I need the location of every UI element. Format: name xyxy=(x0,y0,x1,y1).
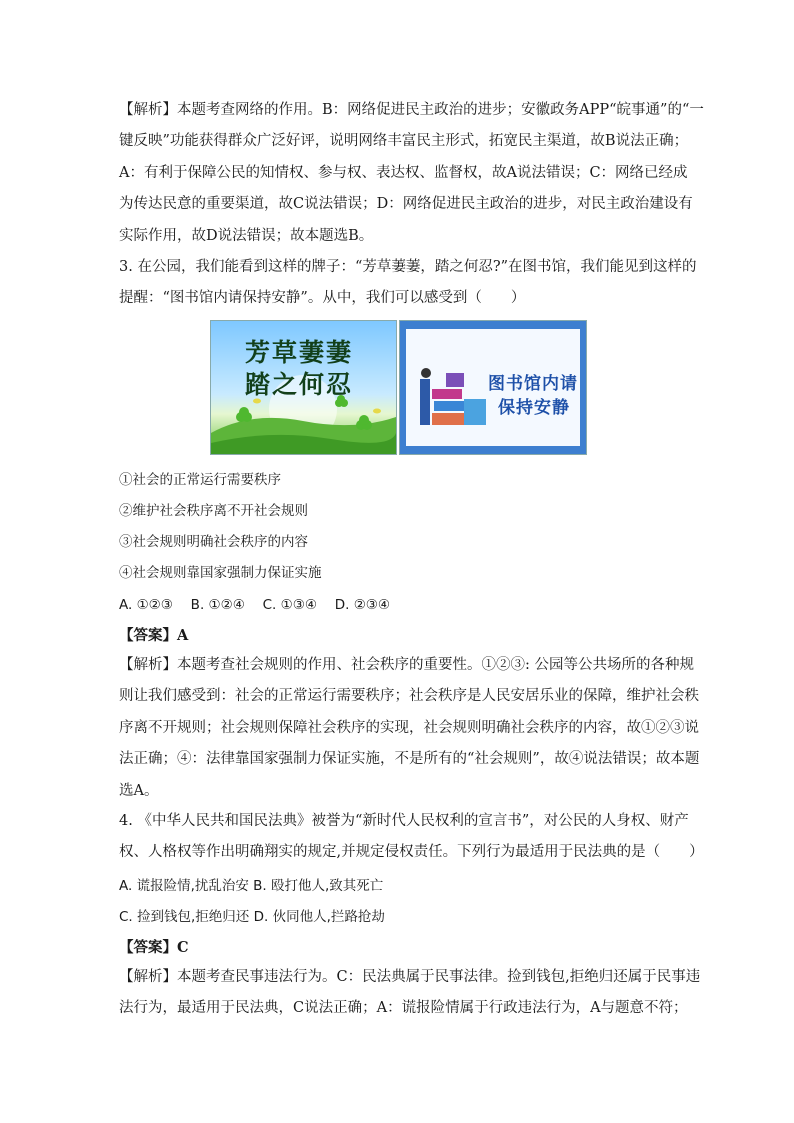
q2-analysis-line: A：有利于保障公民的知情权、参与权、表达权、监督权，故A说法错误；C：网络已经成 xyxy=(119,164,688,181)
q3-analysis-line: 法正确；④：法律靠国家强制力保证实施，不是所有的“社会规则”，故④说法错误；故本题 xyxy=(119,751,700,768)
q3-statement-4: ④社会规则靠国家强制力保证实施 xyxy=(119,565,322,581)
q3-stem-line: 提醒：“图书馆内请保持安静”。从中，我们可以感受到（ ） xyxy=(119,290,526,307)
q2-analysis-line: 键反映”功能获得群众广泛好评，说明网络丰富民主形式，拓宽民主渠道，故B说法正确； xyxy=(119,133,689,150)
q4-stem-line: 4. 《中华人民共和国民法典》被誉为“新时代人民权利的宣言书”，对公民的人身权、财产 xyxy=(119,813,689,829)
park-sign-line1: 芳草萋萋 xyxy=(245,338,354,367)
q3-statement-1: ①社会的正常运行需要秩序 xyxy=(119,472,281,488)
q2-analysis-line: 【解析】本题考查网络的作用。B：网络促进民主政治的进步；安徽政务APP“皖事通”的“一 xyxy=(119,102,704,118)
q4-answer: 【答案】C xyxy=(119,939,189,956)
q4-stem xyxy=(119,806,704,869)
library-sign-line2: 保持安静 xyxy=(498,398,570,418)
library-sign-line1: 图书馆内请 xyxy=(488,374,578,394)
q3-statement-3: ③社会规则明确社会秩序的内容 xyxy=(119,534,308,550)
q3-analysis-line: 则让我们感受到：社会的正常运行需要秩序；社会秩序是人民安居乐业的保障，维护社会秩 xyxy=(119,688,699,705)
q2-analysis xyxy=(119,95,704,252)
q3-answer: 【答案】A xyxy=(119,627,189,644)
q3-images xyxy=(210,320,586,454)
park-sign-image xyxy=(210,320,397,455)
q3-stem xyxy=(119,252,697,315)
q3-choices: A. ①②③ B. ①②④ C. ①③④ D. ②③④ xyxy=(119,597,391,613)
q3-analysis-line: 选A。 xyxy=(119,782,159,799)
q4-choices-line2: C. 捡到钱包,拒绝归还 D. 伙同他人,拦路抢劫 xyxy=(119,909,385,925)
q3-analysis-line: 序离不开规则；社会规则保障社会秩序的实现，社会规则明确社会秩序的内容，故①②③说 xyxy=(119,719,699,736)
q4-stem-line: 权、人格权等作出明确翔实的规定,并规定侵权责任。下列行为最适用于民法典的是（ ） xyxy=(119,844,704,861)
park-sign-line2: 踏之何忍 xyxy=(245,370,354,399)
q4-analysis xyxy=(119,962,701,1025)
q4-analysis-line: 【解析】本题考查民事违法行为。C：民法典属于民事法律。捡到钱包,拒绝归还属于民事违 xyxy=(119,969,701,985)
q2-analysis-line: 实际作用，故D说法错误；故本题选B。 xyxy=(119,227,374,244)
library-sign-image xyxy=(399,320,587,455)
q3-analysis-line: 【解析】本题考查社会规则的作用、社会秩序的重要性。①②③: 公园等公共场所的各种规 xyxy=(119,657,694,673)
q2-analysis-line: 为传达民意的重要渠道，故C说法错误；D：网络促进民主政治的进步，对民主政治建设有 xyxy=(119,196,693,213)
q3-statement-2: ②维护社会秩序离不开社会规则 xyxy=(119,503,308,519)
library-sign-card xyxy=(406,329,580,446)
books-illustration xyxy=(412,359,492,439)
q3-analysis xyxy=(119,650,700,807)
q3-stem-line: 3. 在公园，我们能看到这样的牌子：“芳草萋萋，踏之何忍?”在图书馆，我们能见到这样的 xyxy=(119,259,697,275)
q4-analysis-line: 法行为，最适用于民法典，C说法正确；A：谎报险情属于行政违法行为，A与题意不符； xyxy=(119,1000,688,1017)
q4-choices-line1: A. 谎报险情,扰乱治安 B. 殴打他人,致其死亡 xyxy=(119,878,384,894)
